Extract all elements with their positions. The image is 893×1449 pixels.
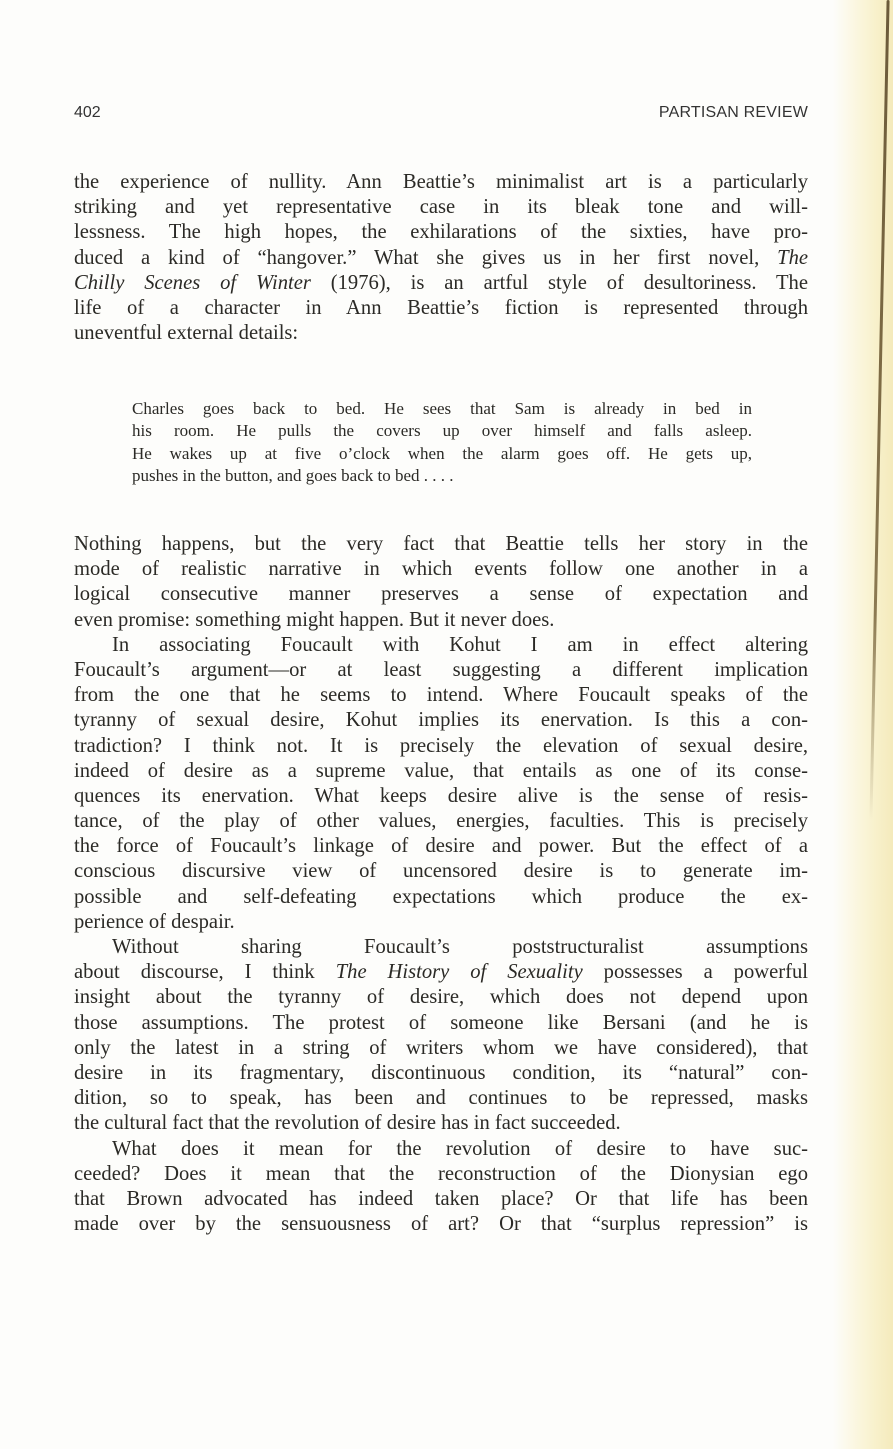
book-title-italic: Chilly Scenes of Winter [74, 271, 311, 294]
text-line: those assumptions. The protest of someone like Bersani (and he is [74, 1011, 808, 1034]
text-line: tyranny of sexual desire, Kohut implies its enervation. Is this a con- [74, 709, 808, 732]
quote-line: He wakes up at five o’clock when the alarm goes off. He gets up, [132, 443, 752, 463]
text-line: ceeded? Does it mean that the reconstruction of the Dionysian ego [74, 1162, 808, 1185]
book-title-italic: The History of Sexuality [335, 961, 583, 984]
text-line: quences its enervation. What keeps desire alive is the sense of resis- [74, 784, 808, 807]
page-number: 402 [74, 104, 101, 121]
text-line [74, 246, 808, 271]
text-line: mode of realistic narrative in which events follow one another in a [74, 558, 808, 581]
quote-line: Charles goes back to bed. He sees that Sam is already in bed in [132, 399, 752, 418]
block-quote [132, 398, 752, 487]
text-line: the experience of nullity. Ann Beattie’s minimalist art is a particularly [74, 171, 808, 193]
text-span: possesses a powerful [582, 961, 809, 984]
text-line: life of a character in Ann Beattie’s fiction is represented through [74, 296, 808, 319]
text-line: Without sharing Foucault’s poststructuralist assumptions [112, 936, 808, 958]
text-line: even promise: something might happen. But it never does. [74, 608, 555, 631]
text-line [74, 960, 808, 985]
text-line: logical consecutive manner preserves a sense of expectation and [74, 583, 808, 606]
text-line: tradiction? I think not. It is precisely the elevation of sexual desire, [74, 734, 808, 757]
text-span: (1976), is an artful style of desultoriness. The [310, 271, 808, 294]
quote-line: pushes in the button, and goes back to bed . . . . [132, 465, 454, 485]
text-line: from the one that he seems to intend. Where Foucault speaks of the [74, 684, 808, 707]
text-line: Foucault’s argument—or at least suggesting a different implication [74, 658, 808, 681]
text-line [74, 271, 808, 296]
text-line: dition, so to speak, has been and continues to be repressed, masks [74, 1087, 808, 1110]
text-line: made over by the sensuousness of art? Or that “surplus repression” is [74, 1213, 808, 1236]
book-title-italic: The [777, 246, 808, 269]
text-line: the cultural fact that the revolution of desire has in fact succeeded. [74, 1112, 621, 1135]
text-line: In associating Foucault with Kohut I am in effect altering [112, 633, 808, 656]
quote-line: his room. He pulls the covers up over himself and falls asleep. [132, 421, 752, 441]
running-head: PARTISAN REVIEW [658, 104, 808, 121]
text-line: only the latest in a string of writers whom we have considered), that [74, 1036, 808, 1059]
text-line: striking and yet representative case in its bleak tone and will- [74, 196, 808, 219]
text-line: insight about the tyranny of desire, which does not depend upon [74, 986, 808, 1009]
body-text [74, 532, 808, 1237]
text-line: indeed of desire as a supreme value, that entails as one of its conse- [74, 759, 808, 782]
text-span: duced a kind of “hangover.” What she gives us in her first novel, [74, 246, 778, 269]
text-span: about discourse, I think [74, 961, 336, 984]
text-line: perience of despair. [74, 910, 235, 933]
text-line: Nothing happens, but the very fact that Beattie tells her story in the [74, 533, 808, 555]
text-line: lessness. The high hopes, the exhilarations of the sixties, have pro- [74, 221, 808, 244]
text-line: conscious discursive view of uncensored desire is to generate im- [74, 860, 808, 883]
text-line: possible and self-defeating expectations which produce the ex- [74, 885, 808, 908]
page-header [74, 104, 808, 126]
text-line: the force of Foucault’s linkage of desire and power. But the effect of a [74, 835, 808, 858]
text-line: What does it mean for the revolution of desire to have suc- [112, 1137, 808, 1160]
text-line: desire in its fragmentary, discontinuous condition, its “natural” con- [74, 1061, 808, 1084]
text-line: that Brown advocated has indeed taken place? Or that life has been [74, 1187, 808, 1210]
paragraph-1 [74, 170, 808, 346]
text-line: tance, of the play of other values, energies, faculties. This is precisely [74, 810, 808, 833]
text-line: uneventful external details: [74, 322, 299, 345]
